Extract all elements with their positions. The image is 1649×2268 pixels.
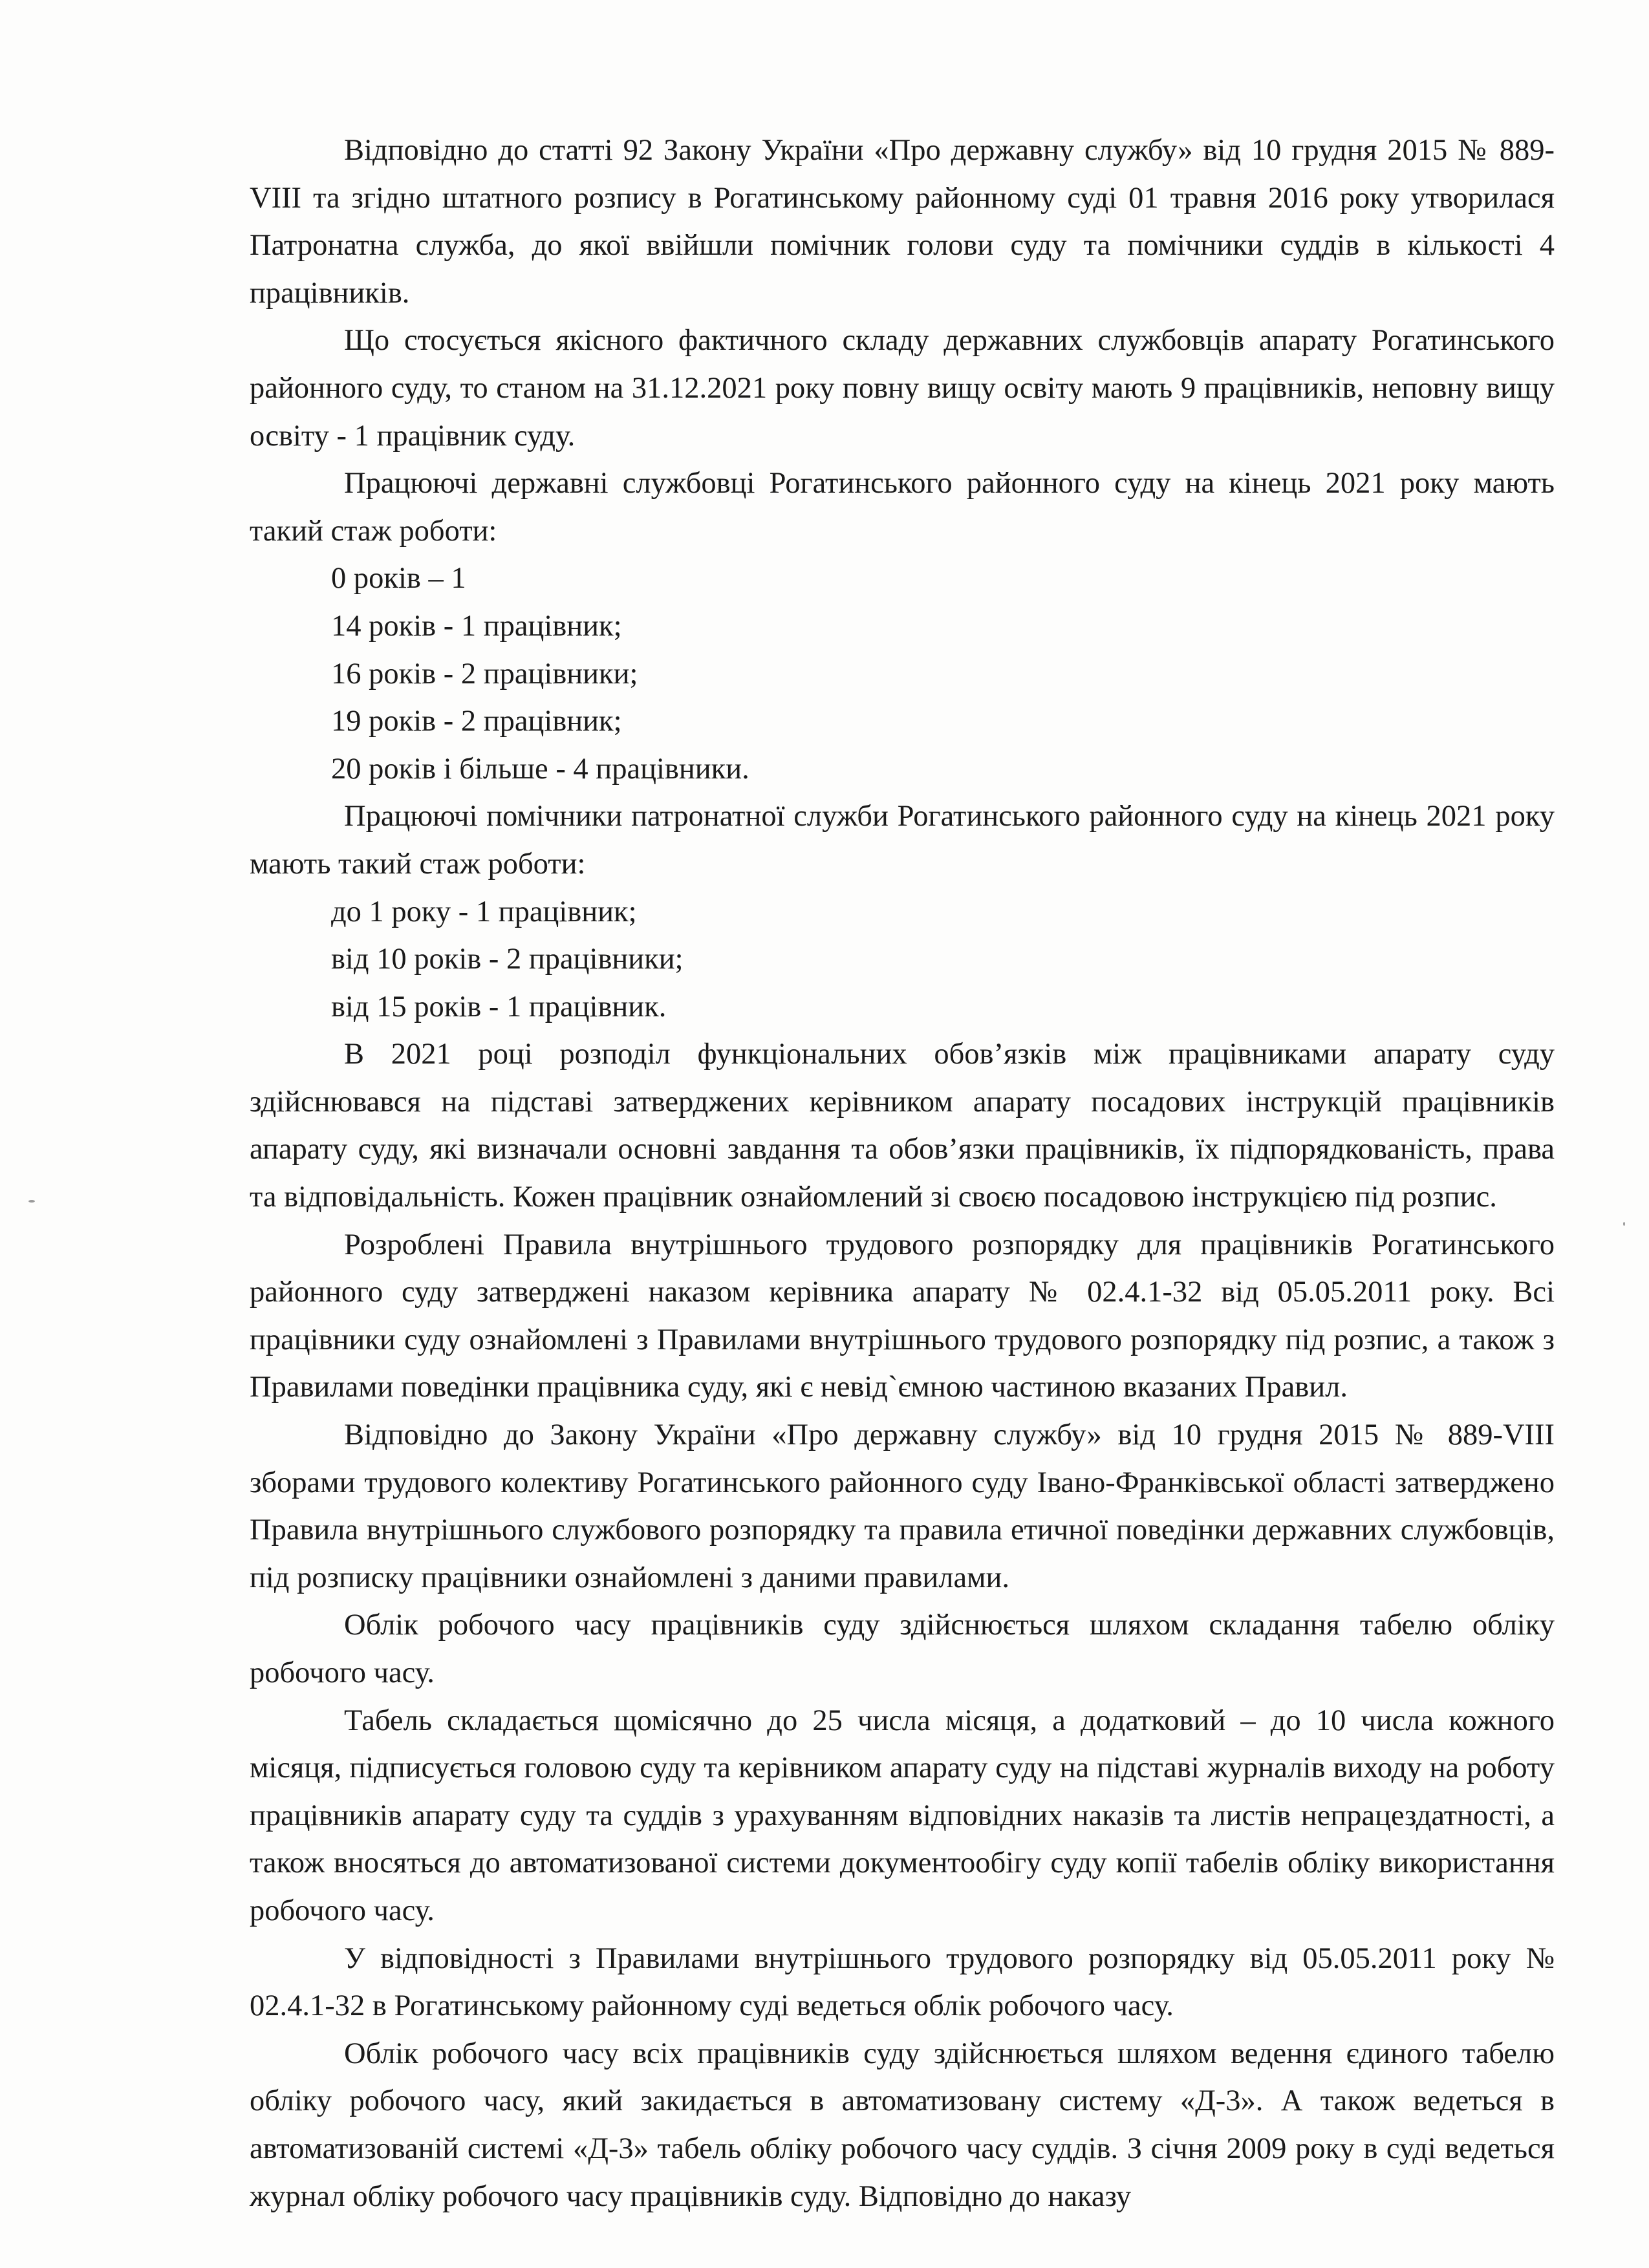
- scan-speck: [28, 1200, 35, 1203]
- paragraph: Облік робочого часу працівників суду здійснюється шляхом складання табелю обліку робочого часу.: [250, 1609, 1555, 1689]
- paragraph: В 2021 році розподіл функціональних обов’язків між працівниками апарату суду здійснювався на підставі затверджених керівником апарату посадових інструкцій працівників апарату суду, які визначали основні завдання та обов’язки працівників, їх підпорядкованість, права та відповідальність. Кожен працівник ознайомлений зі своєю посадовою інструкцією під розпис.: [250, 1038, 1555, 1214]
- scan-speck: [1623, 1222, 1625, 1226]
- list-item: 16 років - 2 працівники;: [331, 657, 638, 690]
- paragraph: Працюючі державні службовці Рогатинського районного суду на кінець 2021 року мають такий стаж роботи:: [250, 467, 1555, 548]
- paragraph: У відповідності з Правилами внутрішнього трудового розпорядку від 05.05.2011 року № 02.4.1-32 в Рогатинському районному суді ведеться облік робочого часу.: [250, 1942, 1555, 2023]
- paragraph: Відповідно до статті 92 Закону України «Про державну службу» від 10 грудня 2015 № 889-VIII та згідно штатного розпису в Рогатинському районному суді 01 травня 2016 року утворилася Патронатна служба, до якої ввійшли помічник голови суду та помічники суддів в кількості 4 працівників.: [250, 134, 1555, 310]
- paragraph: Табель складається щомісячно до 25 числа місяця, а додатковий – до 10 числа кожного місяця, підписується головою суду та керівником апарату суду на підставі журналів виходу на роботу працівників апарату суду та суддів з урахуванням відповідних наказів та листів непрацездатності, а також вносяться до автоматизованої системи документообігу суду копії табелів обліку використання робочого часу.: [250, 1704, 1555, 1927]
- list-item: до 1 року - 1 працівник;: [331, 895, 637, 928]
- list-item: 0 років – 1: [331, 562, 466, 595]
- document-body: [250, 127, 1555, 2220]
- list-item: 19 років - 2 працівник;: [331, 705, 622, 738]
- list-item: від 15 років - 1 працівник.: [331, 990, 667, 1023]
- list-item: 14 років - 1 працівник;: [331, 609, 622, 643]
- paragraph: Працюючі помічники патронатної служби Рогатинського районного суду на кінець 2021 року мають такий стаж роботи:: [250, 800, 1555, 881]
- paragraph: Облік робочого часу всіх працівників суду здійснюється шляхом ведення єдиного табелю обліку робочого часу, який закидається в автоматизовану систему «Д-3». А також ведеться в автоматизованій системі «Д-3» табель обліку робочого часу суддів. З січня 2009 року в суді ведеться журнал обліку робочого часу працівників суду. Відповідно до наказу: [250, 2037, 1555, 2213]
- list-item: від 10 років - 2 працівники;: [331, 943, 684, 976]
- paragraph: Що стосується якісного фактичного складу державних службовців апарату Рогатинського районного суду, то станом на 31.12.2021 року повну вищу освіту мають 9 працівників, неповну вищу освіту - 1 працівник суду.: [250, 324, 1555, 453]
- paragraph: Відповідно до Закону України «Про державну службу» від 10 грудня 2015 № 889-VIII зборами трудового колективу Рогатинського районного суду Івано-Франківської області затверджено Правила внутрішнього службового розпорядку та правила етичної поведінки державних службовців, під розписку працівники ознайомлені з даними правилами.: [250, 1418, 1555, 1594]
- list-item: 20 років і більше - 4 працівники.: [331, 752, 749, 786]
- paragraph: Розроблені Правила внутрішнього трудового розпорядку для працівників Рогатинського районного суду затверджені наказом керівника апарату № 02.4.1-32 від 05.05.2011 року. Всі працівники суду ознайомлені з Правилами внутрішнього трудового розпорядку під розпис, а також з Правилами поведінки працівника суду, які є невід`ємною частиною вказаних Правил.: [250, 1228, 1555, 1404]
